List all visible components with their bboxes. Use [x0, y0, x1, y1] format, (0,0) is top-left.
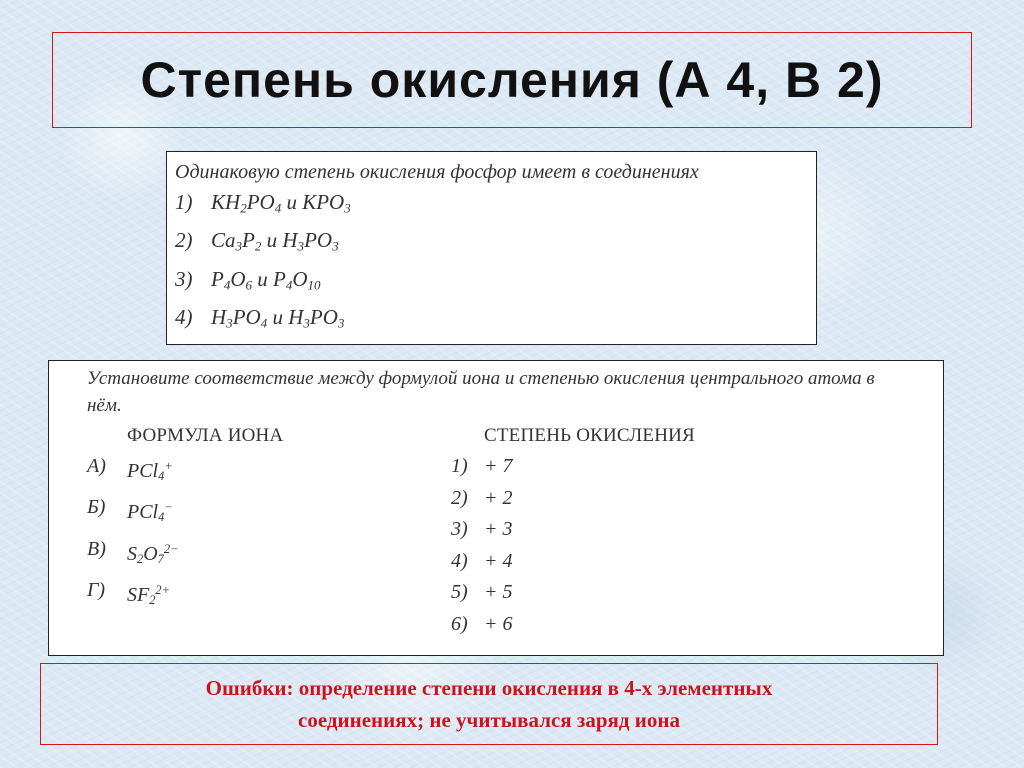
- option-formula: [211, 224, 339, 262]
- option-number: 4): [175, 304, 193, 329]
- option-number: 1): [175, 190, 193, 214]
- ion-item: [87, 451, 451, 492]
- formula-text: P: [242, 228, 255, 253]
- ion-item: [87, 492, 451, 533]
- oxidation-state-list: [451, 451, 695, 640]
- superscript: 2+: [155, 583, 170, 598]
- ion-label: Б): [87, 496, 106, 519]
- subscript: 10: [307, 276, 321, 292]
- task-b2-question-line2: нём.: [87, 395, 122, 416]
- formula-text: PCl: [127, 501, 159, 524]
- superscript: +: [164, 459, 173, 473]
- oxidation-state-label: 3): [451, 518, 468, 540]
- ion-formula: [127, 492, 173, 533]
- task-a4-options: [175, 186, 808, 339]
- oxidation-state-item: [451, 546, 695, 578]
- title-frame: [52, 32, 972, 128]
- ion-formula-list: [87, 451, 451, 617]
- formula-text: P: [211, 266, 224, 291]
- subscript: 2: [240, 200, 247, 216]
- subscript: 4: [158, 510, 165, 525]
- oxidation-state-column: [451, 421, 695, 640]
- answer-option: [175, 263, 808, 301]
- formula-text: KH: [211, 190, 241, 214]
- formula-text: O: [143, 542, 158, 565]
- subscript: 3: [226, 315, 233, 330]
- oxidation-state-label: 5): [451, 581, 468, 603]
- formula-text: и KPO: [281, 190, 345, 214]
- formula-text: и H: [261, 228, 298, 253]
- ion-formula: [127, 451, 173, 492]
- formula-text: PO: [232, 304, 261, 329]
- oxidation-state-item: [451, 609, 695, 641]
- oxidation-state-value: + 4: [484, 549, 513, 572]
- subscript: 3: [303, 315, 310, 330]
- answer-option: [175, 301, 808, 339]
- subscript: 3: [344, 200, 351, 216]
- errors-note-line2: соединениях; не учитывался заряд иона: [298, 708, 680, 732]
- oxidation-state-value: + 2: [484, 486, 513, 509]
- slide-title: Степень окисления (А 4, В 2): [140, 52, 884, 108]
- oxidation-state-value: + 5: [484, 581, 513, 603]
- subscript: 2: [149, 593, 156, 608]
- subscript: 3: [235, 238, 243, 254]
- oxidation-state-value: + 6: [484, 612, 513, 635]
- subscript: 6: [245, 276, 253, 292]
- ion-formula: [127, 575, 170, 616]
- ion-item: [87, 575, 451, 616]
- subscript: 2: [137, 551, 144, 566]
- oxidation-state-value: + 3: [484, 518, 513, 540]
- option-formula: [211, 301, 344, 339]
- ion-label: В): [87, 537, 106, 560]
- ion-label: Г): [87, 579, 106, 602]
- oxidation-state-item: [451, 451, 695, 483]
- formula-text: PCl: [127, 459, 159, 482]
- ion-formula: [127, 534, 178, 575]
- subscript: 3: [297, 238, 305, 254]
- formula-text: H: [211, 304, 227, 329]
- formula-text: O: [230, 266, 246, 291]
- formula-text: и H: [267, 304, 304, 329]
- task-a4-question: Одинаковую степень окисления фосфор имеет в соединениях: [175, 161, 699, 183]
- formula-text: Ca: [211, 228, 236, 253]
- task-b2-panel: [48, 360, 944, 656]
- task-b2-columns: [87, 421, 905, 640]
- subscript: 3: [332, 238, 339, 254]
- formula-text: и P: [252, 266, 286, 291]
- subscript: 4: [260, 315, 268, 330]
- subscript: 4: [285, 276, 293, 292]
- formula-text: PO: [304, 228, 333, 253]
- ion-formula-column: [87, 421, 451, 640]
- oxidation-state-item: [451, 483, 695, 515]
- formula-text: PO: [309, 304, 338, 329]
- formula-text: SF: [127, 584, 150, 607]
- option-number: 3): [175, 266, 193, 291]
- oxidation-state-item: [451, 577, 695, 609]
- option-formula: [211, 263, 321, 301]
- task-b2-question-line1: Установите соответствие между формулой иона и степенью окисления центрального атома в: [87, 368, 875, 389]
- oxidation-state-label: 1): [451, 455, 468, 477]
- ion-label: А): [87, 455, 106, 477]
- subscript: 3: [337, 315, 345, 330]
- subscript: 4: [223, 276, 231, 292]
- subscript: 2: [254, 238, 262, 254]
- answer-option: [175, 186, 808, 224]
- subscript: 7: [157, 551, 164, 566]
- superscript: 2−: [163, 541, 179, 556]
- superscript: −: [164, 500, 173, 515]
- formula-text: S: [127, 542, 137, 565]
- oxidation-state-item: [451, 514, 695, 546]
- errors-note: [40, 663, 938, 745]
- errors-note-line1: Ошибки: определение степени окисления в 4-х элементных: [205, 676, 773, 700]
- task-a4-panel: [166, 151, 817, 345]
- formula-text: PO: [246, 190, 275, 214]
- oxidation-state-label: 2): [451, 486, 468, 509]
- oxidation-state-value: + 7: [484, 455, 513, 477]
- subscript: 4: [158, 468, 165, 483]
- oxidation-state-label: 6): [451, 612, 468, 635]
- formula-text: O: [292, 266, 308, 291]
- ion-formula-header: ФОРМУЛА ИОНА: [127, 425, 284, 446]
- oxidation-state-label: 4): [451, 549, 468, 572]
- ion-item: [87, 534, 451, 575]
- answer-option: [175, 224, 808, 262]
- oxidation-state-header: СТЕПЕНЬ ОКИСЛЕНИЯ: [484, 425, 695, 446]
- option-formula: [211, 186, 351, 224]
- subscript: 4: [274, 200, 282, 216]
- option-number: 2): [175, 228, 193, 253]
